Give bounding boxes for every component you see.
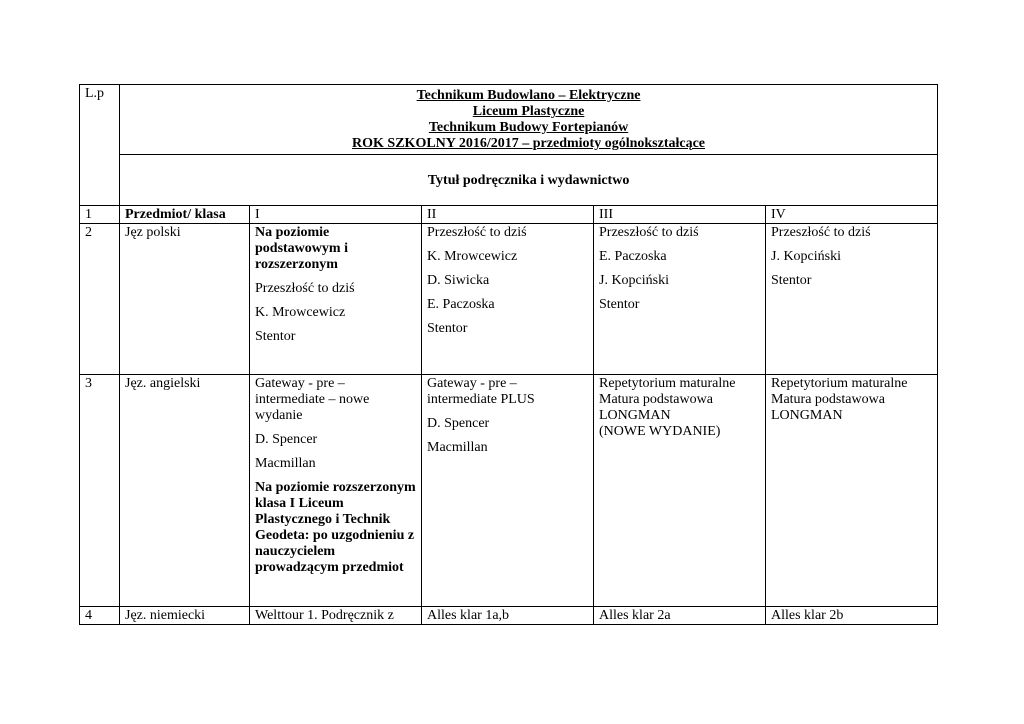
school-line-3: Technikum Budowy Fortepianów	[428, 120, 629, 135]
publisher: LONGMAN	[599, 408, 671, 423]
author: E. Paczoska	[427, 297, 495, 312]
english-class-2-cell	[422, 375, 594, 607]
author: D. Siwicka	[427, 273, 490, 288]
book-subtitle: Matura podstawowa	[599, 392, 713, 407]
polish-class-4-cell	[766, 224, 938, 375]
subtitle: Tytuł podręcznika i wydawnictwo	[427, 172, 630, 188]
row-subject: Jęz. angielski	[120, 375, 250, 607]
german-class-3-cell: Alles klar 2a	[594, 607, 766, 625]
publisher: Macmillan	[427, 440, 488, 455]
column-class-3: III	[594, 206, 766, 224]
school-header-cell	[120, 85, 938, 155]
column-class-4: IV	[766, 206, 938, 224]
book-title: Gateway - pre – intermediate PLUS	[427, 376, 535, 407]
table-row-german	[80, 607, 938, 625]
table-row-english	[80, 375, 938, 607]
author: J. Kopciński	[771, 249, 841, 264]
row-subject: Jęz polski	[120, 224, 250, 375]
book-subtitle: Matura podstawowa	[771, 392, 885, 407]
book-title: Repetytorium maturalne	[771, 376, 908, 391]
extended-level-note: Na poziomie rozszerzonym klasa I Liceum Plastycznego i Technik Geodeta: po uzgodnieniu z nauczycielem prowadzącym przedmiot	[255, 480, 416, 575]
edition-note: (NOWE WYDANIE)	[599, 424, 721, 439]
book-title: Gateway - pre – intermediate – nowe wydanie	[255, 376, 370, 423]
author: D. Spencer	[427, 416, 490, 431]
english-class-3-cell	[594, 375, 766, 607]
german-class-4-cell: Alles klar 2b	[766, 607, 938, 625]
author: K. Mrowcewicz	[255, 305, 346, 320]
row-num: 4	[80, 607, 120, 625]
author: J. Kopciński	[599, 273, 669, 288]
lp-label: L.p	[85, 86, 105, 101]
book-title: Przeszłość to dziś	[599, 225, 699, 240]
subtitle-cell	[120, 155, 938, 206]
publisher: Stentor	[599, 297, 640, 312]
row-subject: Jęz. niemiecki	[120, 607, 250, 625]
author: D. Spencer	[255, 432, 318, 447]
german-class-1-cell: Welttour 1. Podręcznik z	[250, 607, 422, 625]
book-title: Przeszłość to dziś	[427, 225, 527, 240]
column-subject: Przedmiot/ klasa	[120, 206, 250, 224]
column-header-row	[80, 206, 938, 224]
table-row-polish	[80, 224, 938, 375]
book-title: Przeszłość to dziś	[771, 225, 871, 240]
publisher: LONGMAN	[771, 408, 843, 423]
book-title: Przeszłość to dziś	[255, 281, 355, 296]
school-line-1: Technikum Budowlano – Elektryczne	[416, 88, 641, 103]
column-num: 1	[80, 206, 120, 224]
english-class-1-cell	[250, 375, 422, 607]
publisher: Stentor	[427, 321, 468, 336]
book-title: Repetytorium maturalne	[599, 376, 736, 391]
column-class-2: II	[422, 206, 594, 224]
column-class-1: I	[250, 206, 422, 224]
row-num: 2	[80, 224, 120, 375]
school-line-2: Liceum Plastyczne	[472, 104, 585, 119]
polish-class-1-cell	[250, 224, 422, 375]
publisher: Stentor	[771, 273, 812, 288]
publisher: Macmillan	[255, 456, 316, 471]
school-year-line: ROK SZKOLNY 2016/2017 – przedmioty ogólnokształcące	[352, 136, 706, 151]
row-num: 3	[80, 375, 120, 607]
lp-header-cell	[80, 85, 120, 206]
polish-class-2-cell	[422, 224, 594, 375]
english-class-4-cell	[766, 375, 938, 607]
textbook-table	[79, 84, 938, 625]
author: K. Mrowcewicz	[427, 249, 518, 264]
polish-class-3-cell	[594, 224, 766, 375]
author: E. Paczoska	[599, 249, 667, 264]
publisher: Stentor	[255, 329, 296, 344]
german-class-2-cell: Alles klar 1a,b	[422, 607, 594, 625]
level-note: Na poziomie podstawowym i rozszerzonym	[255, 225, 348, 272]
